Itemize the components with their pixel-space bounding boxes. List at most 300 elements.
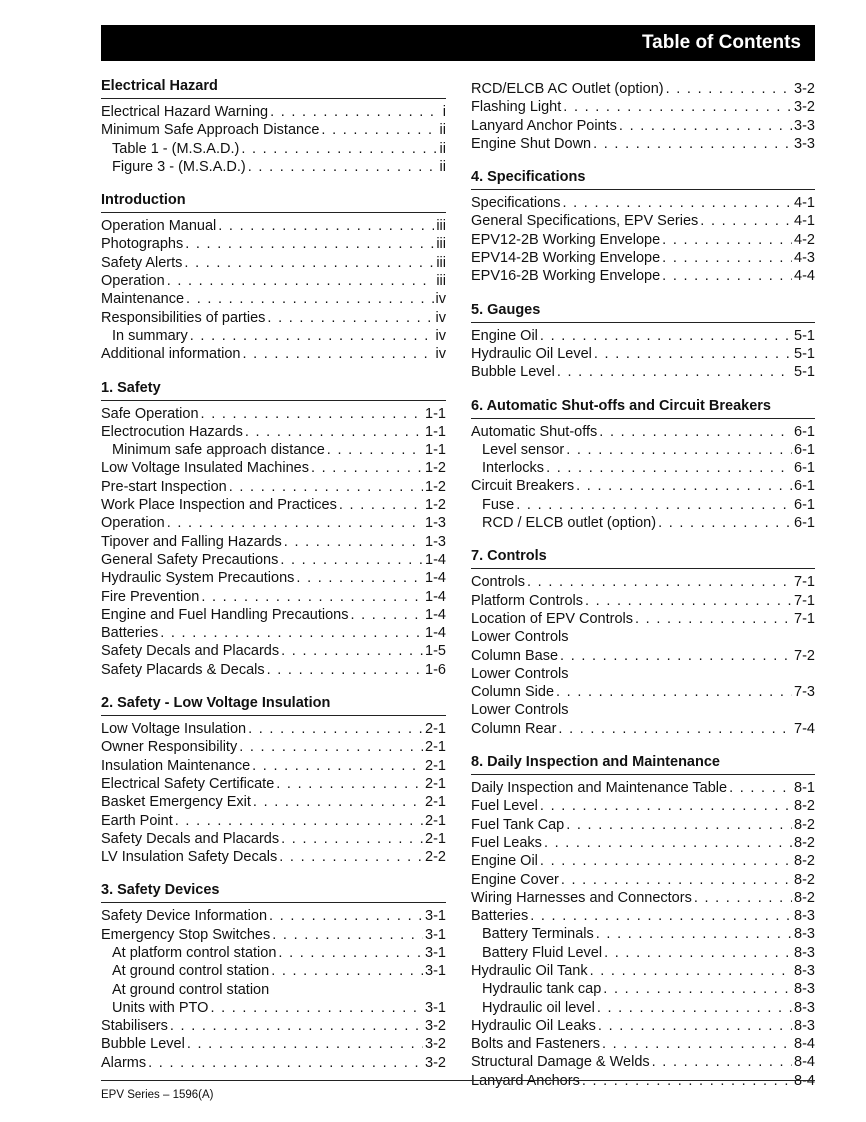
toc-entry[interactable] [471,610,815,628]
entry-page-number: 3-3 [794,135,815,152]
dot-leader [556,683,792,701]
entry-page-number: iv [435,291,446,308]
entry-label: Fire Prevention [101,588,200,605]
toc-entry[interactable] [471,797,815,815]
dot-leader [267,661,423,679]
dot-leader [694,889,792,907]
dot-leader [700,212,792,230]
toc-section [101,695,446,866]
toc-entry[interactable] [471,459,815,477]
entry-page-number: iii [436,254,446,271]
entry-page-number: 4-1 [794,195,815,212]
entry-page-number: iii [436,273,446,290]
entry-label: At ground control station [112,963,270,980]
entry-label: Level sensor [482,441,565,458]
entry-page-number: 1-6 [425,661,446,678]
entry-label: Bolts and Fasteners [471,1036,600,1053]
toc-entry[interactable] [471,194,815,212]
entry-label: Hydraulic Oil Leaks [471,1017,596,1034]
entry-label: Battery Fluid Level [482,944,603,961]
entry-page-number: 2-1 [425,812,446,829]
toc-entry[interactable] [101,121,446,139]
dot-leader [540,852,792,870]
dot-leader [184,254,434,272]
entry-label: Fuse [482,496,515,513]
dot-leader [339,496,423,514]
entry-label: Operation Manual [101,218,217,235]
entry-label: Column Rear [471,720,557,737]
entry-label: Location of EPV Controls [471,610,634,627]
toc-entry[interactable] [471,98,815,116]
dot-leader [585,592,792,610]
entry-label: Hydraulic oil level [482,999,595,1016]
entry-page-number: 8-3 [794,962,815,979]
dot-leader [662,249,792,267]
toc-entry[interactable] [471,852,815,870]
entry-label: Table 1 - (M.S.A.D.) [112,140,240,157]
dot-leader [619,117,792,135]
dot-leader [321,121,437,139]
entry-label: Pre-start Inspection [101,478,227,495]
entry-label: Engine Oil [471,327,538,344]
entry-page-number: 3-2 [794,99,815,116]
entry-page-number: 4-1 [794,213,815,230]
entry-label: LV Insulation Safety Decals [101,849,278,866]
toc-entry[interactable] [471,779,815,797]
toc-entry[interactable] [101,158,446,176]
dot-leader [160,624,423,642]
entry-label: Operation [101,515,165,532]
toc-entry[interactable] [101,624,446,642]
toc-entry[interactable] [471,701,815,719]
toc-entry[interactable] [101,345,446,363]
toc-section [101,192,446,363]
toc-entry[interactable] [101,1017,446,1035]
section-title: Electrical Hazard [101,78,446,99]
entry-page-number: 7-2 [794,647,815,664]
entry-page-number: 6-1 [794,460,815,477]
toc-entry[interactable] [101,309,446,327]
entry-label: RCD/ELCB AC Outlet (option) [471,81,664,97]
entry-page-number: 2-2 [425,849,446,866]
dot-leader [594,345,792,363]
entry-page-number: 3-2 [425,1018,446,1035]
toc-entry[interactable] [471,871,815,889]
dot-leader [561,871,792,889]
entry-page-number: 3-2 [425,1036,446,1053]
entry-label: Fuel Tank Cap [471,816,565,833]
dot-leader [248,720,423,738]
entry-page-number: 3-1 [425,908,446,925]
toc-entry[interactable] [471,117,815,135]
entry-page-number: 1-2 [425,497,446,514]
toc-entry[interactable] [101,793,446,811]
entry-label: Responsibilities of parties [101,309,266,326]
toc-entry[interactable] [471,1053,815,1071]
dot-leader [175,812,423,830]
entry-page-number: 7-1 [794,610,815,627]
toc-entry[interactable] [471,80,815,98]
entry-label: In summary [112,327,188,344]
toc-entry[interactable] [471,496,815,514]
entry-page-number: 4-4 [794,268,815,285]
entry-page-number: 6-1 [794,478,815,495]
entry-label: Earth Point [101,812,173,829]
entry-label: At platform control station [112,944,277,961]
dot-leader [527,573,792,591]
toc-entry[interactable] [471,834,815,852]
dot-leader [271,962,423,980]
dot-leader [229,478,423,496]
dot-leader [666,80,792,98]
toc-entry[interactable] [471,514,815,532]
dot-leader [598,1017,792,1035]
dot-leader [201,405,423,423]
entry-page-number: 8-2 [794,816,815,833]
toc-entry[interactable] [471,980,815,998]
toc-entry[interactable] [101,999,446,1017]
entry-label: Maintenance [101,291,185,308]
toc-entry[interactable] [101,907,446,925]
toc-entry[interactable] [471,925,815,943]
entry-page-number: iv [435,327,446,344]
entry-page-number: 5-1 [794,327,815,344]
entry-label: Fuel Leaks [471,834,542,851]
entry-label: Column Base [471,647,559,664]
dot-leader [248,158,438,176]
section-title: 7. Controls [471,548,815,569]
entry-label: Insulation Maintenance [101,757,251,774]
dot-leader [239,738,423,756]
toc-entry[interactable] [471,907,815,925]
entry-page-number: 2-1 [425,794,446,811]
entry-page-number: 3-1 [425,999,446,1016]
toc-entry[interactable] [101,235,446,253]
entry-label: Engine Cover [471,871,559,888]
toc-entry[interactable] [101,514,446,532]
dot-leader [635,610,792,628]
toc-entry[interactable] [471,363,815,381]
dot-leader [540,327,792,345]
toc-entry[interactable] [471,944,815,962]
toc-entry[interactable] [101,254,446,272]
entry-label: EPV12-2B Working Envelope [471,231,661,248]
toc-entry[interactable] [101,661,446,679]
dot-leader [662,267,792,285]
dot-leader [530,907,792,925]
toc-entry[interactable] [471,683,815,701]
toc-entry[interactable] [101,606,446,624]
section-title: 2. Safety - Low Voltage Insulation [101,695,446,716]
entry-page-number: ii [439,122,446,139]
dot-leader [148,1054,423,1072]
dot-leader [593,135,792,153]
entry-label: Circuit Breakers [471,478,575,495]
entry-label: Hydraulic Oil Tank [471,962,588,979]
toc-entry[interactable] [101,830,446,848]
toc-entry[interactable] [471,592,815,610]
entry-page-number: 3-2 [425,1054,446,1071]
entry-page-number: 8-2 [794,834,815,851]
entry-label: Batteries [101,625,159,642]
dot-leader [284,533,423,551]
toc-section [101,78,446,176]
toc-entry[interactable] [471,249,815,267]
toc-entry[interactable] [471,816,815,834]
toc-entry[interactable] [471,647,815,665]
toc-entry[interactable] [101,140,446,158]
entry-label: Safety Device Information [101,908,268,925]
entry-label: Electrocution Hazards [101,423,243,440]
dot-leader [190,327,434,345]
entry-label: Safety Placards & Decals [101,661,265,678]
entry-label: Safety Decals and Placards [101,643,280,660]
dot-leader [311,459,423,477]
entry-label: Bubble Level [471,364,555,381]
dot-leader [296,569,423,587]
entry-label: Platform Controls [471,592,584,609]
toc-entry[interactable] [471,477,815,495]
toc-entry[interactable] [471,212,815,230]
toc-entry[interactable] [101,642,446,660]
entry-page-number: 8-3 [794,908,815,925]
toc-entry[interactable] [471,889,815,907]
dot-leader [170,1017,423,1035]
entry-label: Alarms [101,1054,147,1071]
toc-section [101,882,446,1072]
toc-entry[interactable] [471,628,815,646]
toc-entry[interactable] [471,267,815,285]
toc-entry[interactable] [101,1035,446,1053]
dot-leader [350,606,423,624]
toc-entry[interactable] [101,441,446,459]
toc-entry[interactable] [101,775,446,793]
entry-page-number: 3-1 [425,963,446,980]
entry-page-number: 8-3 [794,926,815,943]
dot-leader [281,830,423,848]
toc-entry[interactable] [101,496,446,514]
entry-label: General Specifications, EPV Series [471,213,699,230]
toc-entry[interactable] [101,944,446,962]
dot-leader [281,642,423,660]
dot-leader [590,962,792,980]
toc-entry[interactable] [471,345,815,363]
entry-label: Emergency Stop Switches [101,926,271,943]
entry-page-number: 7-4 [794,720,815,737]
toc-entry[interactable] [101,459,446,477]
entry-label: Low Voltage Insulation [101,721,247,738]
dot-leader [602,1035,792,1053]
toc-entry[interactable] [101,423,446,441]
entry-label: Lanyard Anchors [471,1072,580,1089]
entry-page-number: iii [436,218,446,235]
entry-label: General Safety Precautions [101,551,279,568]
dot-leader [599,423,792,441]
entry-label: Column Side [471,684,555,701]
toc-entry[interactable] [101,962,446,980]
entry-label: Electrical Hazard Warning [101,104,269,120]
section-title: 3. Safety Devices [101,882,446,903]
dot-leader [558,720,792,738]
entry-label: Operation [101,273,165,290]
entry-page-number: 8-1 [794,780,815,797]
dot-leader [167,272,435,290]
dot-leader [576,477,792,495]
entry-page-number: 5-1 [794,364,815,381]
entry-page-number: 1-4 [425,588,446,605]
dot-leader [560,647,792,665]
dot-leader [596,925,792,943]
entry-page-number: ii [439,158,446,175]
toc-section [471,754,815,1090]
toc-entry[interactable] [101,569,446,587]
entry-label: Photographs [101,236,184,253]
entry-page-number: 2-1 [425,830,446,847]
toc-entry[interactable] [471,665,815,683]
dot-leader [278,944,423,962]
entry-page-number: 1-2 [425,478,446,495]
entry-page-number: 6-1 [794,515,815,532]
dot-leader [566,441,792,459]
entry-label: Electrical Safety Certificate [101,775,275,792]
entry-page-number: 3-3 [794,117,815,134]
toc-entry[interactable] [471,423,815,441]
dot-leader [272,926,423,944]
entry-page-number: 8-4 [794,1054,815,1071]
toc-entry[interactable] [101,738,446,756]
toc-entry[interactable] [101,290,446,308]
dot-leader [662,231,792,249]
entry-page-number: 1-4 [425,625,446,642]
dot-leader [242,345,433,363]
entry-label: Wiring Harnesses and Connectors [471,889,692,906]
entry-label: Basket Emergency Exit [101,794,251,811]
toc-entry[interactable] [471,720,815,738]
entry-label: Units with PTO [112,999,209,1016]
entry-label: Engine Oil [471,853,538,870]
dot-leader [540,797,792,815]
toc-entry[interactable] [101,588,446,606]
dot-leader [604,944,792,962]
entry-page-number: iii [436,236,446,253]
entry-page-number: ii [439,140,446,157]
toc-entry[interactable] [101,327,446,345]
section-title: 8. Daily Inspection and Maintenance [471,754,815,775]
toc-entry[interactable] [101,217,446,235]
toc-entry[interactable] [471,327,815,345]
entry-page-number: 8-3 [794,944,815,961]
entry-page-number: 4-2 [794,231,815,248]
entry-page-number: 8-2 [794,853,815,870]
toc-section [471,548,815,738]
toc-entry[interactable] [101,720,446,738]
entry-page-number: 1-2 [425,460,446,477]
entry-label: At ground control station [112,981,270,998]
entry-label: Stabilisers [101,1018,168,1035]
entry-page-number: 8-2 [794,798,815,815]
entry-page-number: 8-4 [794,1072,815,1089]
dot-leader [279,848,423,866]
entry-page-number: 3-2 [794,81,815,97]
entry-label: Bubble Level [101,1036,185,1053]
dot-leader [276,775,423,793]
toc-entry[interactable] [101,405,446,423]
dot-leader [566,816,792,834]
toc-entry[interactable] [471,962,815,980]
toc-entry[interactable] [101,103,446,121]
entry-page-number: iv [435,309,446,326]
entry-page-number: 1-4 [425,551,446,568]
toc-section [471,169,815,285]
entry-label: Minimum safe approach distance [112,442,325,459]
toc-entry[interactable] [101,848,446,866]
toc-section [471,302,815,382]
entry-page-number: 2-1 [425,775,446,792]
entry-label: Interlocks [482,460,545,477]
dot-leader [544,834,792,852]
entry-page-number: 2-1 [425,757,446,774]
entry-label: Engine Shut Down [471,135,592,152]
dot-leader [658,514,792,532]
toc-entry[interactable] [471,573,815,591]
entry-page-number: 4-3 [794,250,815,267]
toc-entry[interactable] [101,926,446,944]
toc-section [471,398,815,533]
entry-page-number: i [442,104,446,120]
toc-entry[interactable] [471,999,815,1017]
toc-entry[interactable] [471,1017,815,1035]
dot-leader [280,551,423,569]
toc-entry[interactable] [101,533,446,551]
entry-page-number: 1-1 [425,442,446,459]
page-footer [101,1080,815,1101]
entry-page-number: iv [435,346,446,363]
entry-page-number: 1-1 [425,423,446,440]
toc-entry[interactable] [101,757,446,775]
entry-label: Low Voltage Insulated Machines [101,460,309,477]
entry-label: Owner Responsibility [101,739,238,756]
entry-label: Lower Controls [471,665,569,682]
toc-entry[interactable] [101,551,446,569]
entry-label: EPV14-2B Working Envelope [471,250,661,267]
toc-entry[interactable] [471,231,815,249]
entry-label: Daily Inspection and Maintenance Table [471,780,728,797]
toc-entry[interactable] [471,441,815,459]
entry-label: Batteries [471,908,529,925]
dot-leader [270,103,441,121]
entry-label: Structural Damage & Welds [471,1054,650,1071]
toc-entry[interactable] [101,981,446,999]
dot-leader [597,999,792,1017]
toc-entry[interactable] [101,478,446,496]
toc-entry[interactable] [101,812,446,830]
toc-entry[interactable] [101,1054,446,1072]
entry-page-number: 3-1 [425,926,446,943]
toc-section [471,80,815,153]
entry-label: Flashing Light [471,99,562,116]
entry-label: Specifications [471,195,561,212]
entry-label: Safe Operation [101,405,199,422]
entry-page-number: 2-1 [425,721,446,738]
entry-label: Additional information [101,346,241,363]
dot-leader [201,588,423,606]
entry-label: Safety Decals and Placards [101,830,280,847]
page-title-bar [101,25,815,61]
entry-page-number: 8-3 [794,999,815,1016]
toc-entry[interactable] [471,1035,815,1053]
toc-entry[interactable] [101,272,446,290]
toc-entry[interactable] [471,135,815,153]
